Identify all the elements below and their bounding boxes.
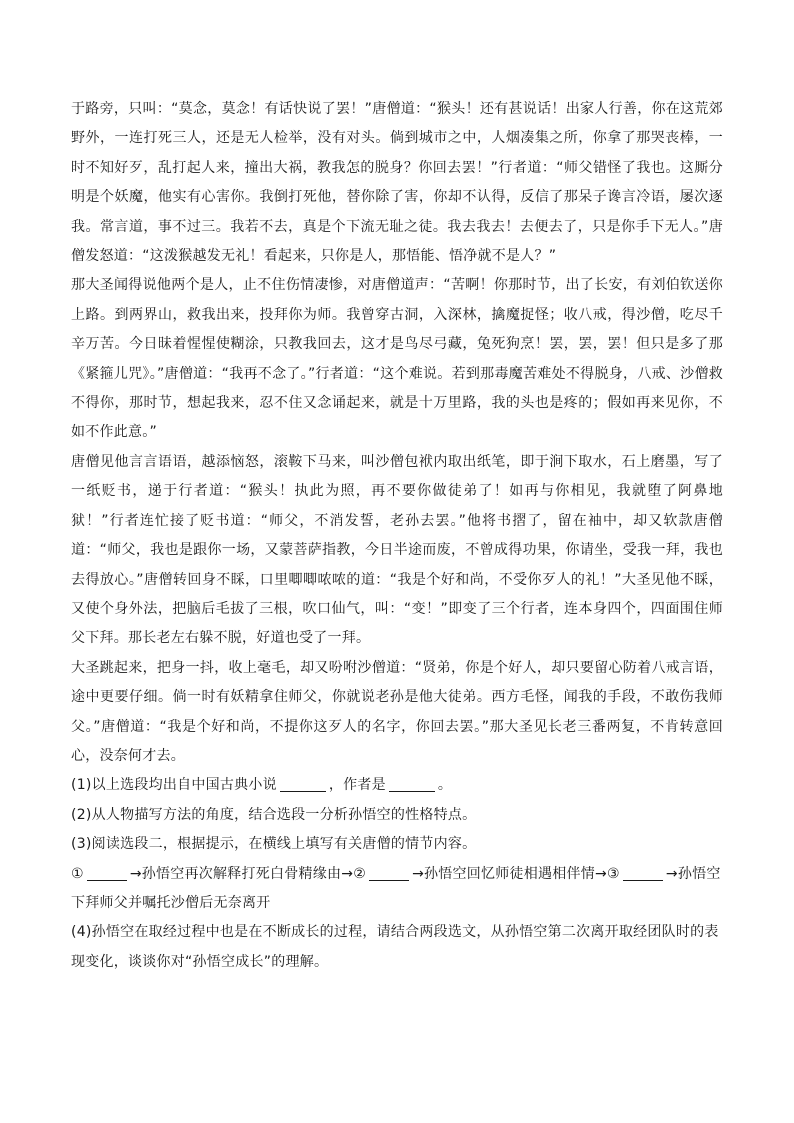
question-3-plot-line <box>71 860 723 919</box>
passage-paragraph-1: 于路旁，只叫：“莫念，莫念！有话快说了罢！”唐僧道：“猴头！还有甚说话！出家人行善，你在这荒郊野外，一连打死三人，还是无人检举，没有对头。倘到城市之中，人烟凑集之所，你拿了那哭丧棒，一时不知好歹，乱打起人来，撞出大祸，教我怎的脱身？你回去罢！”行者道：“师父错怪了我也。这厮分明是个妖魔，他实有心害你。我倒打死他，替你除了害，你却不认得，反信了那呆子谗言冷语，屡次逐我。常言道，事不过三。我若不去，真是个下流无耻之徒。我去我去！去便去了，只是你手下无人。”唐僧发怒道：“这泼猴越发无礼！看起来，只你是人，那悟能、悟净就不是人？” <box>71 101 723 265</box>
passage-paragraph-4: 大圣跳起来，把身一抖，收上毫毛，却又吩咐沙僧道：“贤弟，你是个好人，却只要留心防着八戒言语，途中更要仔细。倘一时有妖精拿住师父，你就说老孙是他大徒弟。西方毛怪，闻我的手段，不敢伤我师父。”唐僧道：“我是个好和尚，不提你这歹人的名字，你回去罢。”那大圣见长老三番两复，不肯转意回心，没奈何才去。 <box>71 659 723 764</box>
passage-paragraph-3: 唐僧见他言言语语，越添恼怒，滚鞍下马来，叫沙僧包袱内取出纸笔，即于涧下取水，石上磨墨，写了一纸贬书，递于行者道：“猴头！执此为照，再不要你做徒弟了！如再与你相见，我就堕了阿鼻地狱！”行者连忙接了贬书道：“师父，不消发誓，老孙去罢。”他将书摺了，留在袖中，却又软款唐僧道：“师父，我也是跟你一场，又蒙菩萨指教，今日半途而废，不曾成得功果，你请坐，受我一拜，我也去得放心。”唐僧转回身不睬，口里唧唧哝哝的道：“我是个好和尚，不受你歹人的礼！”大圣见他不睬，又使个身外法，把脑后毛拔了三根，吹口仙气，叫：“变！”即变了三个行者，连本身四个，四面围住师父下拜。那长老左右躲不脱，好道也受了一拜。 <box>71 453 723 647</box>
document-page <box>71 95 723 977</box>
plot-text-1: →孙悟空再次解释打死白骨精缘由→② <box>129 865 367 882</box>
plot-text-2: →孙悟空回忆师徒相遇相伴情→③ <box>412 865 620 882</box>
plot-marker-1: ① <box>71 865 84 882</box>
question-1-text-a: (1)以上选段均出自中国古典小说 <box>71 777 277 794</box>
answer-blank-plot-1[interactable] <box>87 864 127 881</box>
answer-blank-author[interactable] <box>389 775 435 792</box>
plot-text-3: →孙悟空下拜师父并嘱托沙僧后无奈离开 <box>71 865 721 911</box>
question-3: (3)阅读选段二，根据提示，在横线上填写有关唐僧的情节内容。 <box>71 836 477 853</box>
question-4: (4)孙悟空在取经过程中也是在不断成长的过程，请结合两段选文，从孙悟空第二次离开取经团队时的表现变化，谈谈你对“孙悟空成长”的理解。 <box>71 924 719 970</box>
answer-blank-plot-3[interactable] <box>623 864 663 881</box>
question-1-text-b: ，作者是 <box>328 777 386 794</box>
question-1-text-c: 。 <box>437 777 453 794</box>
question-2: (2)从人物描写方法的角度，结合选段一分析孙悟空的性格特点。 <box>71 806 477 823</box>
passage-paragraph-2: 那大圣闻得说他两个是人，止不住伤情凄惨，对唐僧道声：“苦啊！你那时节，出了长安，有刘伯钦送你上路。到两界山，救我出来，投拜你为师。我曾穿古洞，入深林，擒魔捉怪；收八戒，得沙僧，吃尽千辛万苦。今日昧着惺惺使糊涂，只教我回去，这才是鸟尽弓藏，兔死狗烹！罢，罢，罢！但只是多了那《紧箍儿咒》。”唐僧道：“我再不念了。”行者道：“这个难说。若到那毒魔苦难处不得脱身，八戒、沙僧救不得你，那时节，想起我来，忍不住又念诵起来，就是十万里路，我的头也是疼的；假如再来见你，不如不作此意。” <box>71 277 723 441</box>
answer-blank-plot-2[interactable] <box>369 864 409 881</box>
question-1 <box>71 771 723 800</box>
answer-blank-novel[interactable] <box>280 775 326 792</box>
